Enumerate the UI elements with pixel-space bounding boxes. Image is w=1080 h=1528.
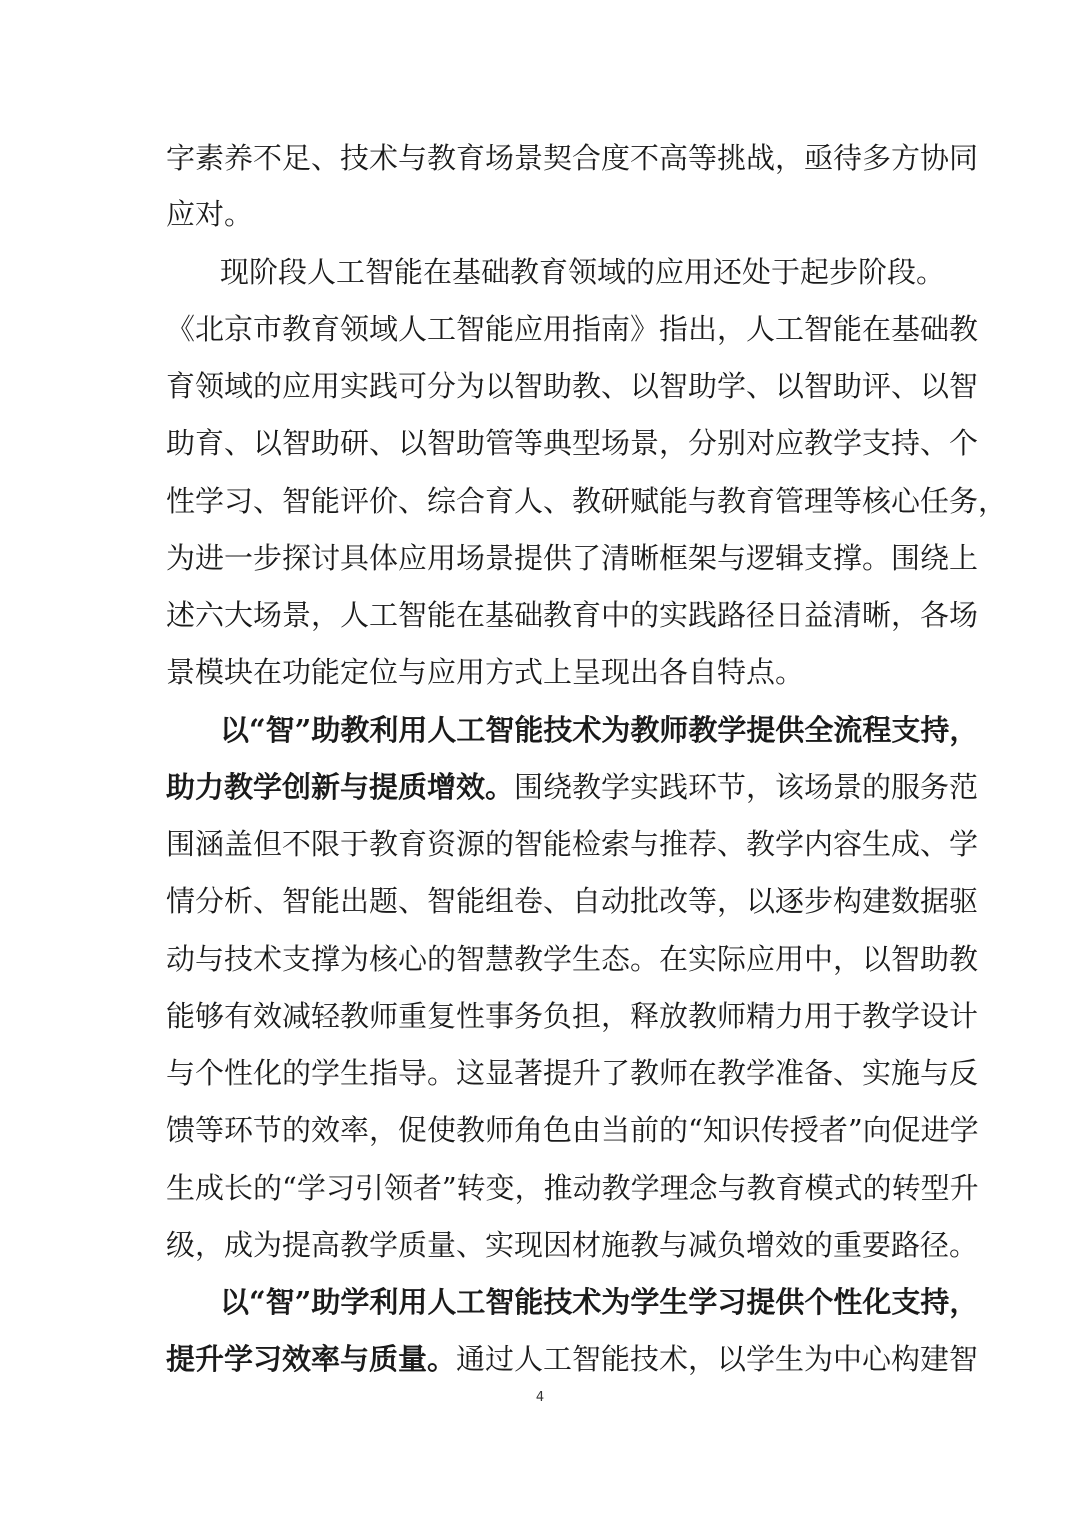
paragraph-1-line-2: 应对。 xyxy=(166,197,254,231)
paragraph-2-line-5: 性学习、智能评价、综合育人、教研赋能与教育管理等核心任务， xyxy=(166,484,1008,518)
paragraph-3-line-9: 生成长的“学习引领者”转变，推动教学理念与教育模式的转型升 xyxy=(166,1171,979,1205)
paragraph-2-line-6: 为进一步探讨具体应用场景提供了清晰框架与逻辑支撑。围绕上 xyxy=(166,541,979,575)
paragraph-3-line-5: 动与技术支撑为核心的智慧教学生态。在实际应用中，以智助教 xyxy=(166,942,979,976)
paragraph-3-line-7: 与个性化的学生指导。这显著提升了教师在教学准备、实施与反 xyxy=(166,1056,979,1090)
paragraph-4-heading-end: 提升学习效率与质量。 xyxy=(166,1342,457,1376)
paragraph-3-heading-end: 助力教学创新与提质增效。 xyxy=(166,770,515,804)
paragraph-3-line-2 xyxy=(166,759,979,815)
paragraph-2-line-1: 现阶段人工智能在基础教育领域的应用还处于起步阶段。 xyxy=(220,255,946,289)
page-number: 4 xyxy=(535,1390,545,1405)
paragraph-2-line-2: 《北京市教育领域人工智能应用指南》指出，人工智能在基础教 xyxy=(166,312,979,346)
paragraph-3-heading-line-1: 以“智”助教利用人工智能技术为教师教学提供全流程支持， xyxy=(220,713,979,747)
paragraph-2-line-4: 助育、以智助研、以智助管等典型场景，分别对应教学支持、个 xyxy=(166,426,979,460)
paragraph-3-line-10: 级，成为提高教学质量、实现因材施教与减负增效的重要路径。 xyxy=(166,1228,979,1262)
paragraph-3-line-4: 情分析、智能出题、智能组卷、自动批改等，以逐步构建数据驱 xyxy=(166,884,979,918)
paragraph-3-line-3: 围涵盖但不限于教育资源的智能检索与推荐、教学内容生成、学 xyxy=(166,827,979,861)
paragraph-2-line-3: 育领域的应用实践可分为以智助教、以智助学、以智助评、以智 xyxy=(166,369,979,403)
paragraph-3-line-6: 能够有效减轻教师重复性事务负担，释放教师精力用于教学设计 xyxy=(166,999,979,1033)
paragraph-4-line-2-text: 通过人工智能技术，以学生为中心构建智 xyxy=(456,1342,979,1376)
paragraph-3-line-8: 馈等环节的效率，促使教师角色由当前的“知识传授者”向促进学 xyxy=(166,1113,979,1147)
paragraph-1-line-1: 字素养不足、技术与教育场景契合度不高等挑战，亟待多方协同 xyxy=(166,141,979,175)
paragraph-2-line-8: 景模块在功能定位与应用方式上呈现出各自特点。 xyxy=(166,655,805,689)
paragraph-4-line-2 xyxy=(166,1331,979,1387)
paragraph-2-line-7: 述六大场景，人工智能在基础教育中的实践路径日益清晰，各场 xyxy=(166,598,979,632)
paragraph-3-line-2-text: 围绕教学实践环节，该场景的服务范 xyxy=(514,770,979,804)
paragraph-4-heading-line-1: 以“智”助学利用人工智能技术为学生学习提供个性化支持， xyxy=(220,1285,979,1319)
